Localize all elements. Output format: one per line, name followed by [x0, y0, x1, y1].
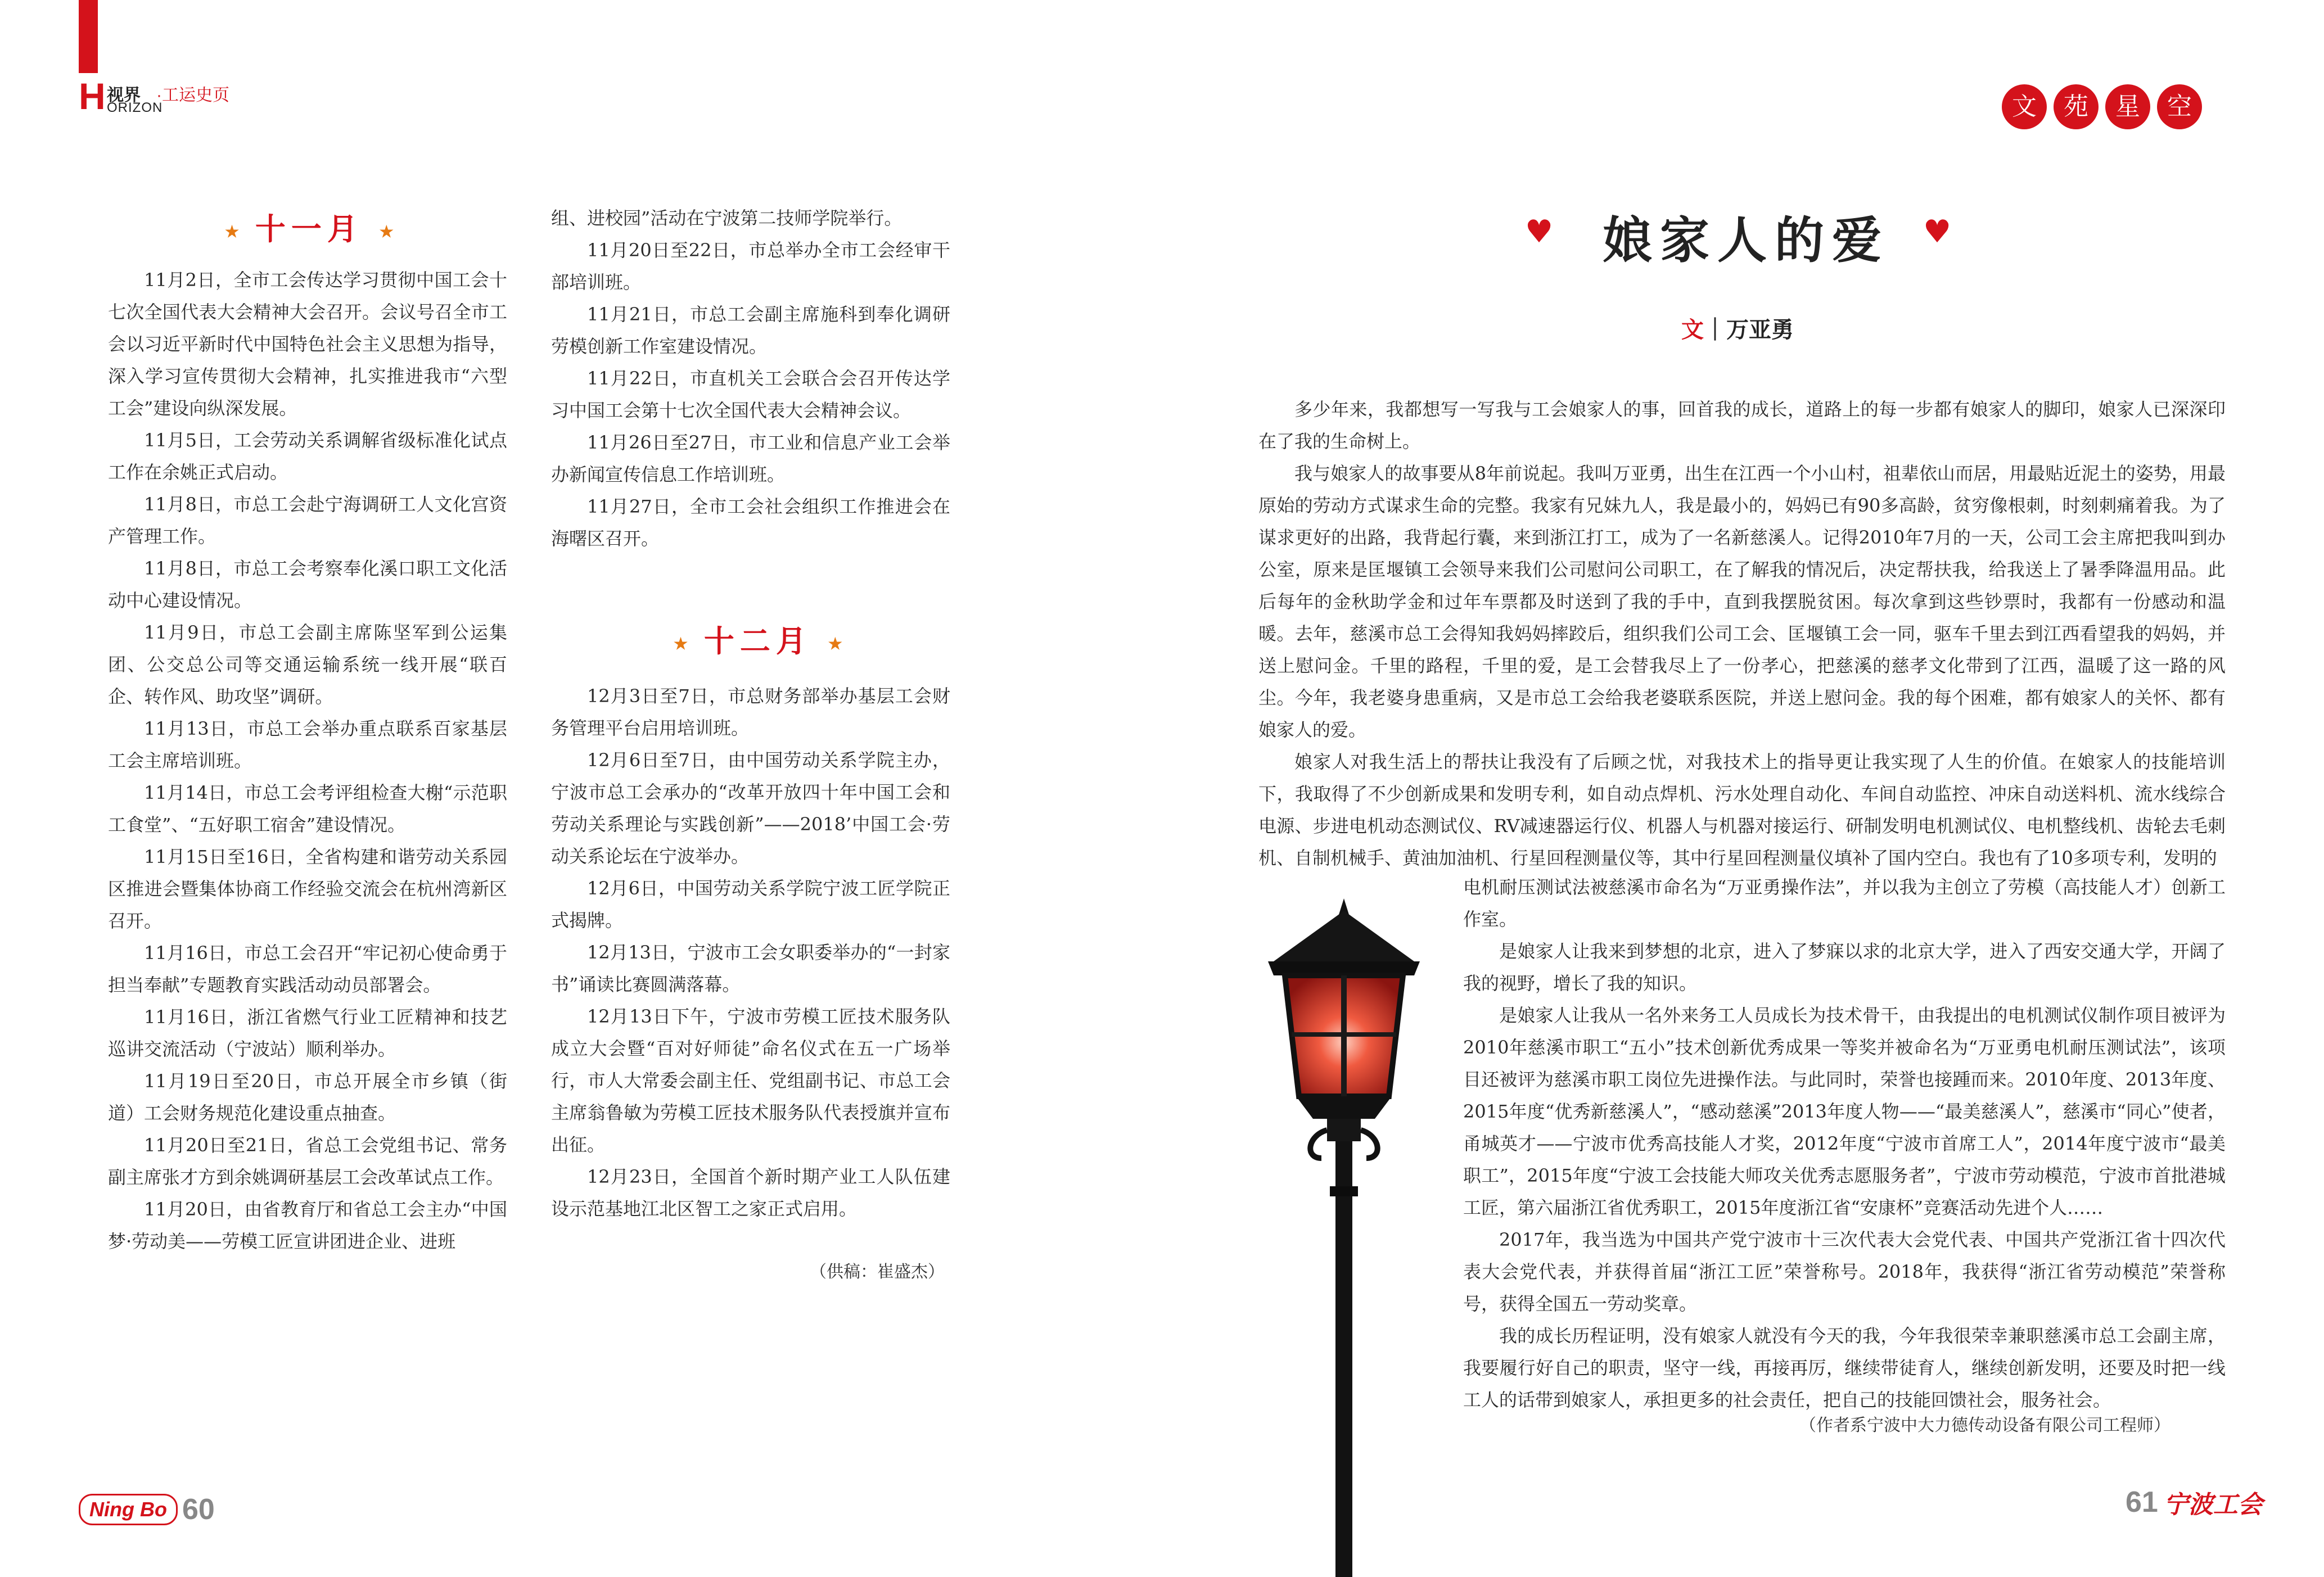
paragraph: 11月21日，市总工会副主席施科到奉化调研劳模创新工作室建设情况。 [551, 304, 950, 357]
paragraph: 12月13日下午，宁波市劳模工匠技术服务队成立大会暨“百对好师徒”命名仪式在五一广场举行，市人大常委会副主任、党组副书记、市总工会主席翁鲁敏为劳模工匠技术服务队代表授旗并宣布出征。 [551, 1006, 950, 1155]
paragraph: 11月9日，市总工会副主席陈坚军到公运集团、公交总公司等交通运输系统一线开展“联百企、转作风、助攻坚”调研。 [108, 622, 507, 707]
contributor-credit: （供稿：崔盛杰） [810, 1262, 945, 1282]
paragraph: 11月13日，市总工会举办重点联系百家基层工会主席培训班。 [108, 718, 507, 771]
paragraph: 12月6日，中国劳动关系学院宁波工匠学院正式揭牌。 [551, 878, 950, 931]
footer-right [2126, 1484, 2263, 1520]
badge: 苑 [2054, 84, 2099, 129]
month-heading-november [225, 205, 394, 248]
paragraph: 11月22日，市直机关工会联合会召开传达学习中国工会第十七次全国代表大会精神会议。 [551, 368, 950, 421]
header-red-strip [79, 0, 98, 73]
paragraph: 11月8日，市总工会考察奉化溪口职工文化活动中心建设情况。 [108, 558, 507, 611]
month-heading-december [674, 617, 842, 661]
byline-separator: ｜ [1704, 317, 1726, 343]
paragraph: 11月26日至27日，市工业和信息产业工会举办新闻宣传信息工作培训班。 [551, 432, 950, 485]
magazine-logo: 宁波工会 [2163, 1490, 2263, 1519]
paragraph: 2017年，我当选为中国共产党宁波市十三次代表大会党代表、中国共产党浙江省十四次代表大会党代表，并获得首届“浙江工匠”荣誉称号。2018年，我获得“浙江省劳动模范”荣誉称号，获得全国五一劳动奖章。 [1463, 1229, 2226, 1314]
paragraph: 12月13日，宁波市工会女职委举办的“一封家书”诵读比赛圆满落幕。 [551, 942, 950, 995]
star-icon: ★ [674, 634, 688, 653]
paragraph: 11月27日，全市工会社会组织工作推进会在海曙区召开。 [551, 496, 950, 549]
paragraph: 11月16日，浙江省燃气行业工匠精神和技艺巡讲交流活动（宁波站）顺利举办。 [108, 1006, 507, 1060]
star-icon: ★ [828, 634, 842, 653]
page-number: 61 [2126, 1486, 2158, 1519]
byline-prefix: 文 [1681, 317, 1704, 343]
street-lamp-illustration [1251, 894, 1437, 1577]
paragraph: 12月6日至7日，由中国劳动关系学院主办，宁波市总工会承办的“改革开放四十年中国工会和劳动关系理论与实践创新”——2018’中国工会·劳动关系论坛在宁波举办。 [551, 749, 950, 867]
paragraph: 11月15日至16日，全省构建和谐劳动关系园区推进会暨集体协商工作经验交流会在杭州湾新区召开。 [108, 846, 507, 932]
paragraph-continuation: 组、进校园”活动在宁波第二技师学院举行。 [551, 207, 902, 229]
paragraph: 多少年来，我都想写一写我与工会娘家人的事，回首我的成长，道路上的每一步都有娘家人的脚印，娘家人已深深印在了我的生命树上。 [1258, 399, 2226, 452]
paragraph: 12月3日至7日，市总财务部举办基层工会财务管理平台启用培训班。 [551, 685, 950, 739]
author-name: 万亚勇 [1726, 317, 1794, 343]
paragraph-continuation: 电机耐压测试法被慈溪市命名为“万亚勇操作法”，并以我为主创立了劳模（高技能人才）创新工作室。 [1463, 876, 2226, 930]
footer-left [79, 1493, 215, 1526]
paragraph: 11月5日，工会劳动关系调解省级标准化试点工作在余姚正式启动。 [108, 430, 507, 483]
paragraph: 11月14日，市总工会考评组检查大榭“示范职工食堂”、“五好职工宿舍”建设情况。 [108, 782, 507, 835]
badge: 空 [2157, 84, 2202, 129]
header-subsection: ·工运史页 [156, 86, 229, 105]
paragraph: 是娘家人让我从一名外来务工人员成长为技术骨干，由我提出的电机测试仪制作项目被评为2010年慈溪市职工“五小”技术创新优秀成果一等奖并被命名为“万亚勇电机耐压测试法”，该项目还被评为慈溪市职工岗位先进操作法。与此同时，荣誉也接踵而来。2010年度、2013年度、2015年度“优秀新慈溪人”，“感动慈溪”2013年度人物——“最美慈溪人”，慈溪市“同心”使者，甬城英才——宁波市优秀高技能人才奖，2012年度“宁波市首席工人”，2014年度宁波市“最美职工”，2015年度“宁波工会技能大师攻关优秀志愿服务者”，宁波市劳动模范，宁波市首批港城工匠，第六届浙江省优秀职工，2015年度浙江省“安康杯”竞赛活动先进个人…… [1463, 1005, 2226, 1218]
article-body-top [1258, 394, 2226, 874]
star-icon: ★ [379, 222, 394, 241]
paragraph: 11月16日，市总工会召开“牢记初心使命勇于担当奉献”专题教育实践活动动员部署会。 [108, 942, 507, 996]
badge: 文 [2002, 84, 2047, 129]
header-section: 视界 [107, 86, 141, 105]
paragraph: 我的成长历程证明，没有娘家人就没有今天的我，今年我很荣幸兼职慈溪市总工会副主席，我要履行好自己的职责，坚守一线，再接再厉，继续带徒育人，继续创新发明，还要及时把一线工人的话带到娘家人，承担更多的社会责任，把自己的技能回馈社会，服务社会。 [1463, 1325, 2226, 1411]
paragraph: 娘家人对我生活上的帮扶让我没有了后顾之忧，对我技术上的指导更让我实现了人生的价值。在娘家人的技能培训下，我取得了不少创新成果和发明专利，如自动点焊机、污水处理自动化、车间自动监控、冲床自动送料机、流水线综合电源、步进电机动态测试仪、RV减速器运行仪、机器人与机器对接运行、研制发明电机测试仪、电机整线机、齿轮去毛刺机、自制机械手、黄油加油机、行星回程测量仪等，其中行星回程测量仪填补了国内空白。我也有了10多项专利，发明的 [1258, 751, 2226, 869]
month-title: 十二月 [703, 623, 812, 659]
paragraph: 11月20日至22日，市总举办全市工会经审干部培训班。 [551, 240, 950, 293]
column-badges [2002, 84, 2202, 129]
header-letter: H [79, 75, 106, 117]
heart-icon: ♥ [1525, 214, 1554, 250]
author-note: （作者系宁波中大力德传动设备有限公司工程师） [1799, 1416, 2170, 1435]
paragraph: 11月2日，全市工会传达学习贯彻中国工会十七次全国代表大会精神大会召开。会议号召全市工会以习近平新时代中国特色社会主义思想为指导，深入学习宣传贯彻大会精神，扎实推进我市“六型工会”建设向纵深发展。 [108, 269, 507, 419]
heart-icon: ♥ [1923, 214, 1952, 250]
paragraph: 我与娘家人的故事要从8年前说起。我叫万亚勇，出生在江西一个小山村，祖辈依山而居，用最贴近泥土的姿势，用最原始的劳动方式谋求生命的完整。我家有兄妹九人，我是最小的，妈妈已有90多高龄，贫穷像根刺，时刻刺痛着我。为了谋求更好的出路，我背起行囊，来到浙江打工，成为了一名新慈溪人。记得2010年7月的一天，公司工会主席把我叫到办公室，原来是匡堰镇工会领导来我们公司慰问公司职工，在了解我的情况后，决定帮扶我，给我送上了暑季降温用品。此后每年的金秋助学金和过年车票都及时送到了我的手中，直到我摆脱贫困。每次拿到这些钞票时，我都有一份感动和温暖。去年，慈溪市总工会得知我妈妈摔跤后，组织我们公司工会、匡堰镇工会一同，驱车千里去到江西看望我的妈妈，并送上慰问金。千里的路程，千里的爱，是工会替我尽上了一份孝心，把慈溪的慈孝文化带到了江西，温暖了这一路的风尘。今年，我老婆身患重病，又是市总工会给我老婆联系医院，并送上慰问金。我的每个困难，都有娘家人的关怀、都有娘家人的爱。 [1258, 463, 2226, 740]
article-title: 娘家人的爱 [1603, 211, 1890, 269]
paragraph: 11月20日至21日，省总工会党组书记、常务副主席张才方到余姚调研基层工会改革试点工作。 [108, 1135, 507, 1188]
byline [1681, 312, 1794, 344]
month-title: 十一月 [255, 211, 363, 247]
column-december [551, 680, 950, 1225]
star-icon: ★ [225, 222, 240, 241]
paragraph: 11月20日，由省教育厅和省总工会主办“中国梦·劳动美——劳模工匠宣讲团进企业、进班 [108, 1199, 507, 1252]
header-english: ORIZON [107, 100, 163, 115]
page-number: 60 [182, 1493, 215, 1526]
column-november [108, 264, 507, 1258]
paragraph: 是娘家人让我来到梦想的北京，进入了梦寐以求的北京大学，进入了西安交通大学，开阔了我的视野，增长了我的知识。 [1463, 941, 2226, 994]
paragraph: 12月23日，全国首个新时期产业工人队伍建设示范基地江北区智工之家正式启用。 [551, 1166, 950, 1219]
footer-brand: Ning Bo [79, 1494, 178, 1525]
paragraph: 11月8日，市总工会赴宁海调研工人文化宫资产管理工作。 [108, 494, 507, 547]
badge: 星 [2105, 84, 2150, 129]
article-body-bottom [1463, 871, 2226, 1416]
paragraph: 11月19日至20日，市总开展全市乡镇（街道）工会财务规范化建设重点抽查。 [108, 1070, 507, 1124]
column-november-continued [551, 202, 950, 555]
